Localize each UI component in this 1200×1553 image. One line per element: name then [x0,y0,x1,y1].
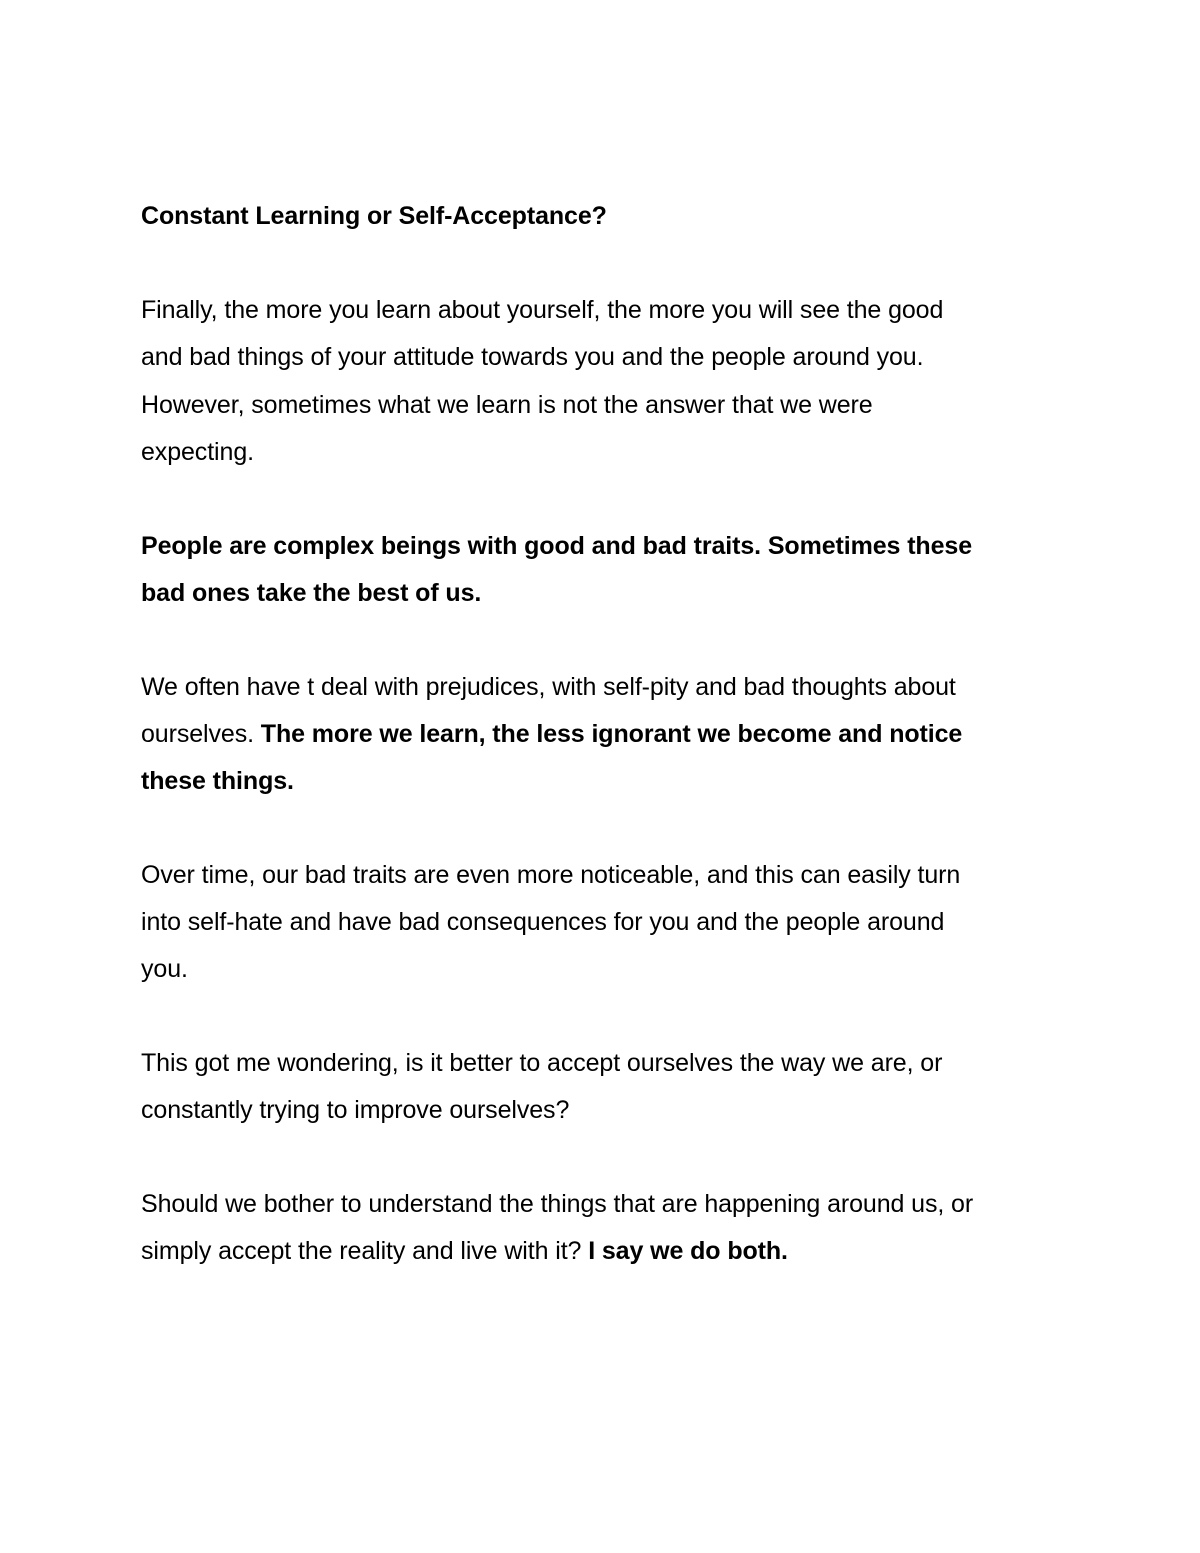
text-run: Over time, our bad traits are even more noticeable, and this can easily turn [141,861,961,889]
text-run: and bad things of your attitude towards you and the people around you. [141,343,924,371]
text-line [141,1048,942,1078]
text-line [141,578,481,608]
text-line [141,907,944,937]
text-run: However, sometimes what we learn is not the answer that we were [141,391,873,419]
text-line [141,437,254,467]
text-line [141,1236,788,1266]
document-title: Constant Learning or Self-Acceptance? [141,202,607,230]
text-run: these things. [141,767,294,795]
text-run: This got me wondering, is it better to accept ourselves the way we are, or [141,1049,943,1077]
text-line [141,1095,569,1125]
text-line [141,954,188,984]
text-line [141,860,960,890]
text-run: bad ones take the best of us. [141,579,482,607]
text-run-bold: I say we do both. [588,1237,788,1265]
text-run: People are complex beings with good and bad traits. Sometimes these [141,532,972,560]
text-run: into self-hate and have bad consequences for you and the people around [141,908,945,936]
text-line [141,1189,973,1219]
text-run: constantly trying to improve ourselves? [141,1096,570,1124]
text-line [141,390,873,420]
text-run: you. [141,955,188,983]
text-line [141,719,962,749]
text-line [141,531,972,561]
text-line [141,766,294,796]
text-run: expecting. [141,438,254,466]
text-run: Finally, the more you learn about yourself, the more you will see the good [141,296,944,324]
text-line [141,672,956,702]
text-run-bold: The more we learn, the less ignorant we become and notice [260,720,963,748]
text-run: simply accept the reality and live with it? [141,1237,589,1265]
text-run: ourselves. [141,720,261,748]
text-run: We often have t deal with prejudices, with self-pity and bad thoughts about [141,673,956,701]
text-run: Should we bother to understand the things that are happening around us, or [141,1190,974,1218]
text-line [141,342,923,372]
text-line [141,295,943,325]
